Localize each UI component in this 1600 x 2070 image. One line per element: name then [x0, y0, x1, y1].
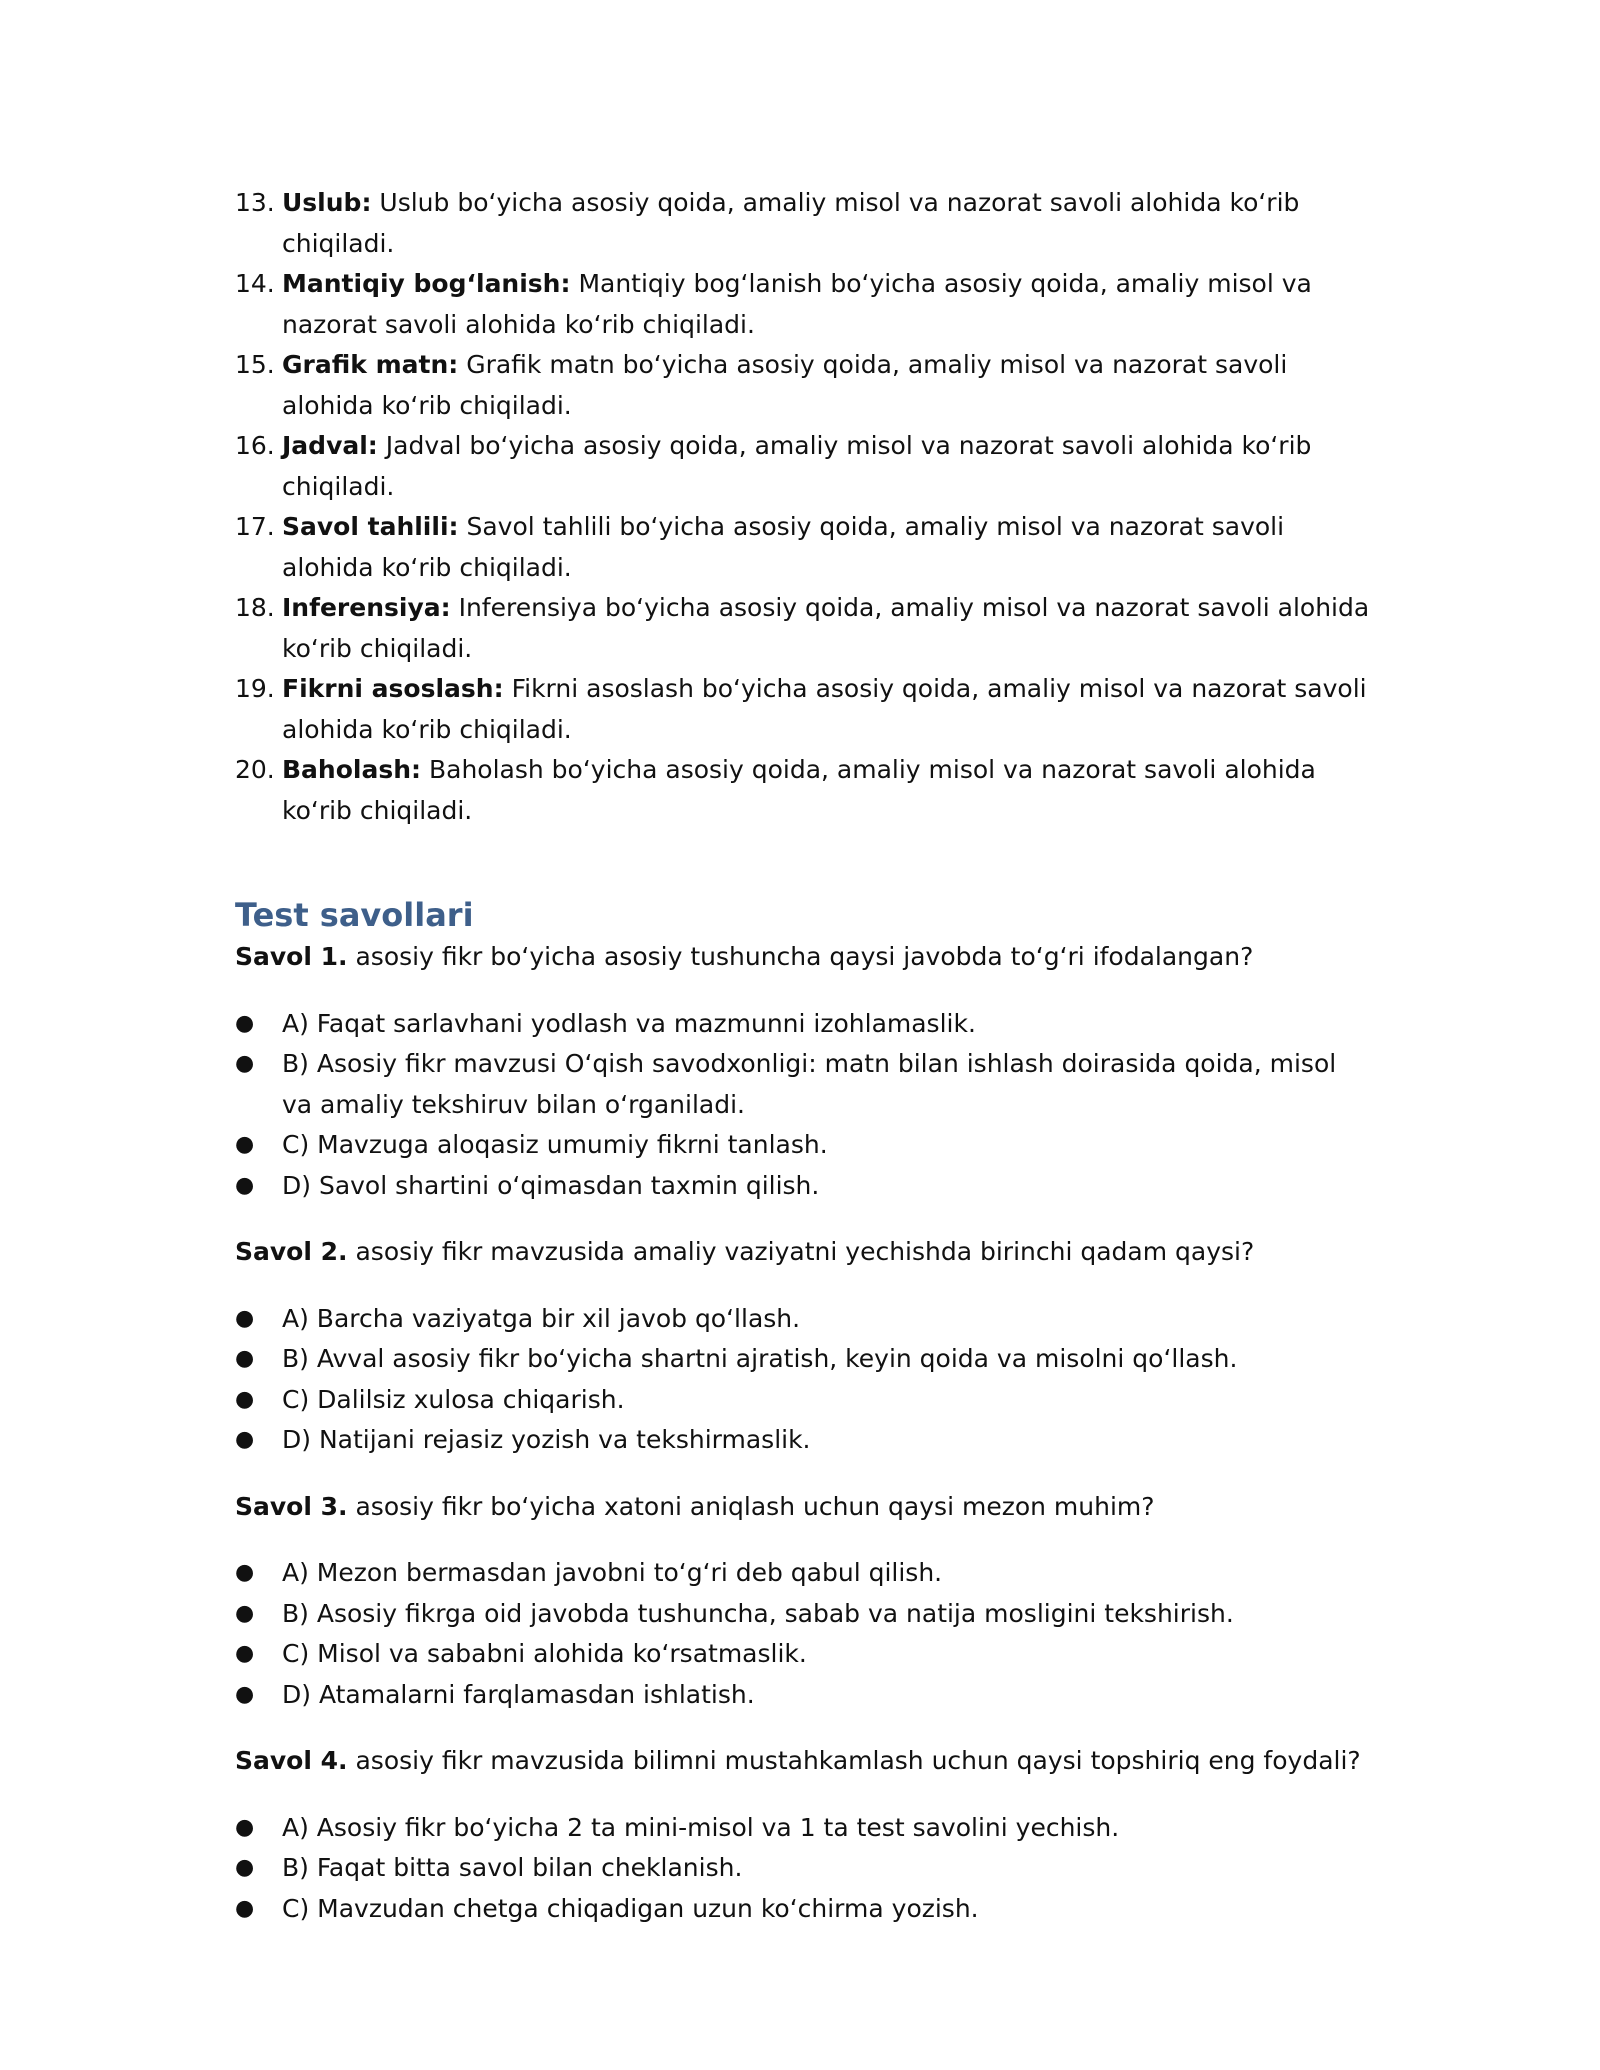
- item-term: Fikrni asoslash:: [282, 674, 504, 703]
- question-label: Savol 2.: [235, 1237, 348, 1266]
- option-item: [235, 1634, 1370, 1675]
- bullet-icon: ●: [235, 1681, 255, 1707]
- question-text: asosiy fikr mavzusida bilimni mustahkamlash uchun qaysi topshiriq eng foydali?: [355, 1746, 1361, 1775]
- bullet-icon: ●: [235, 1560, 255, 1585]
- list-item: [235, 507, 1370, 588]
- item-text: Uslub bo‘yicha asosiy qoida, amaliy misol va nazorat savoli alohida ko‘rib chiqiladi.: [282, 188, 1300, 258]
- bullet-icon: ●: [235, 1010, 255, 1036]
- option-text: B) Asosiy fikrga oid javobda tushuncha, sabab va natija mosligini tekshirish.: [282, 1598, 1234, 1628]
- option-text: D) Atamalarni farqlamasdan ishlatish.: [282, 1679, 755, 1709]
- option-item: [235, 1553, 1370, 1594]
- option-list: [235, 1299, 1370, 1461]
- item-text: Baholash bo‘yicha asosiy qoida, amaliy misol va nazorat savoli alohida ko‘rib chiqiladi.: [282, 755, 1316, 825]
- item-text: Inferensiya bo‘yicha asosiy qoida, amaliy misol va nazorat savoli alohida ko‘rib chiqiladi.: [282, 593, 1370, 663]
- question: [235, 1487, 1370, 1528]
- question-label: Savol 1.: [235, 942, 348, 971]
- option-item: [235, 1420, 1370, 1461]
- document-page: [235, 183, 1370, 1955]
- option-item: [235, 1044, 1370, 1125]
- item-text: Savol tahlili bo‘yicha asosiy qoida, amaliy misol va nazorat savoli alohida ko‘rib chiqiladi.: [282, 512, 1285, 582]
- item-number: 20.: [235, 755, 275, 784]
- item-term: Savol tahlili:: [282, 512, 459, 541]
- option-item: [235, 1594, 1370, 1635]
- item-text: Fikrni asoslash bo‘yicha asosiy qoida, amaliy misol va nazorat savoli alohida ko‘rib chiqiladi.: [282, 674, 1367, 744]
- bullet-icon: ●: [235, 1132, 255, 1157]
- bullet-icon: ●: [235, 1172, 255, 1198]
- item-term: Uslub:: [282, 188, 372, 217]
- option-item: [235, 1339, 1370, 1380]
- question-text: asosiy fikr bo‘yicha asosiy tushuncha qaysi javobda to‘g‘ri ifodalangan?: [355, 942, 1254, 971]
- option-text: C) Misol va sababni alohida ko‘rsatmaslik.: [282, 1639, 807, 1668]
- section-heading: Test savollari: [235, 896, 474, 934]
- item-term: Baholash:: [282, 755, 422, 784]
- option-item: [235, 1848, 1370, 1889]
- bullet-icon: ●: [235, 1305, 255, 1331]
- question-text: asosiy fikr mavzusida amaliy vaziyatni yechishda birinchi qadam qaysi?: [355, 1237, 1255, 1266]
- option-item: [235, 1166, 1370, 1207]
- option-text: A) Faqat sarlavhani yodlash va mazmunni izohlamaslik.: [282, 1008, 976, 1038]
- option-text: A) Mezon bermasdan javobni to‘g‘ri deb qabul qilish.: [282, 1558, 943, 1587]
- option-text: D) Natijani rejasiz yozish va tekshirmaslik.: [282, 1425, 811, 1454]
- list-item: [235, 345, 1370, 426]
- option-text: C) Mavzuga aloqasiz umumiy fikrni tanlash.: [282, 1130, 828, 1159]
- list-item: [235, 588, 1370, 669]
- item-number: 13.: [235, 188, 275, 217]
- bullet-icon: ●: [235, 1051, 255, 1076]
- item-text: Jadval bo‘yicha asosiy qoida, amaliy misol va nazorat savoli alohida ko‘rib chiqiladi.: [282, 431, 1312, 501]
- question-label: Savol 3.: [235, 1491, 348, 1521]
- item-text: Grafik matn bo‘yicha asosiy qoida, amaliy misol va nazorat savoli alohida ko‘rib chiqiladi.: [282, 350, 1288, 420]
- bullet-icon: ●: [235, 1814, 255, 1840]
- option-text: C) Dalilsiz xulosa chiqarish.: [282, 1384, 625, 1414]
- bullet-icon: ●: [235, 1386, 255, 1412]
- option-item: [235, 1380, 1370, 1421]
- bullet-icon: ●: [235, 1346, 255, 1371]
- list-item: [235, 426, 1370, 507]
- option-item: [235, 1004, 1370, 1045]
- option-item: [235, 1675, 1370, 1716]
- item-number: 16.: [235, 431, 275, 460]
- list-item: [235, 669, 1370, 750]
- option-text: D) Savol shartini o‘qimasdan taxmin qilish.: [282, 1170, 820, 1200]
- option-text: B) Faqat bitta savol bilan cheklanish.: [282, 1853, 743, 1882]
- item-number: 18.: [235, 593, 275, 622]
- option-text: B) Asosiy fikr mavzusi O‘qish savodxonligi: matn bilan ishlash doirasida qoida, misol va amaliy tekshiruv bilan o‘rganiladi.: [282, 1049, 1337, 1119]
- question-text: asosiy fikr bo‘yicha xatoni aniqlash uchun qaysi mezon muhim?: [355, 1491, 1155, 1521]
- item-number: 14.: [235, 269, 275, 298]
- option-list: [235, 1808, 1370, 1930]
- option-item: [235, 1299, 1370, 1340]
- item-term: Mantiqiy bog‘lanish:: [282, 269, 571, 298]
- option-text: B) Avval asosiy fikr bo‘yicha shartni ajratish, keyin qoida va misolni qo‘llash.: [282, 1344, 1238, 1373]
- bullet-icon: ●: [235, 1855, 255, 1880]
- item-number: 15.: [235, 350, 275, 379]
- option-text: C) Mavzudan chetga chiqadigan uzun ko‘chirma yozish.: [282, 1893, 979, 1923]
- option-list: [235, 1004, 1370, 1207]
- bullet-icon: ●: [235, 1600, 255, 1626]
- list-item: [235, 750, 1370, 831]
- question-label: Savol 4.: [235, 1746, 348, 1775]
- bullet-icon: ●: [235, 1641, 255, 1666]
- item-term: Inferensiya:: [282, 593, 451, 622]
- option-list: [235, 1553, 1370, 1715]
- item-text: Mantiqiy bog‘lanish bo‘yicha asosiy qoida, amaliy misol va nazorat savoli alohida ko‘rib chiqiladi.: [282, 269, 1312, 339]
- topic-list: [235, 183, 1370, 831]
- question: [235, 1741, 1370, 1782]
- item-term: Jadval:: [282, 431, 378, 460]
- item-term: Grafik matn:: [282, 350, 459, 379]
- bullet-icon: ●: [235, 1895, 255, 1921]
- option-item: [235, 1889, 1370, 1930]
- option-item: [235, 1808, 1370, 1849]
- option-text: A) Barcha vaziyatga bir xil javob qo‘llash.: [282, 1303, 801, 1333]
- option-text: A) Asosiy fikr bo‘yicha 2 ta mini-misol va 1 ta test savolini yechish.: [282, 1812, 1120, 1842]
- option-item: [235, 1125, 1370, 1166]
- question: [235, 937, 1370, 978]
- question: [235, 1232, 1370, 1273]
- item-number: 19.: [235, 674, 275, 703]
- bullet-icon: ●: [235, 1427, 255, 1452]
- list-item: [235, 183, 1370, 264]
- item-number: 17.: [235, 512, 275, 541]
- list-item: [235, 264, 1370, 345]
